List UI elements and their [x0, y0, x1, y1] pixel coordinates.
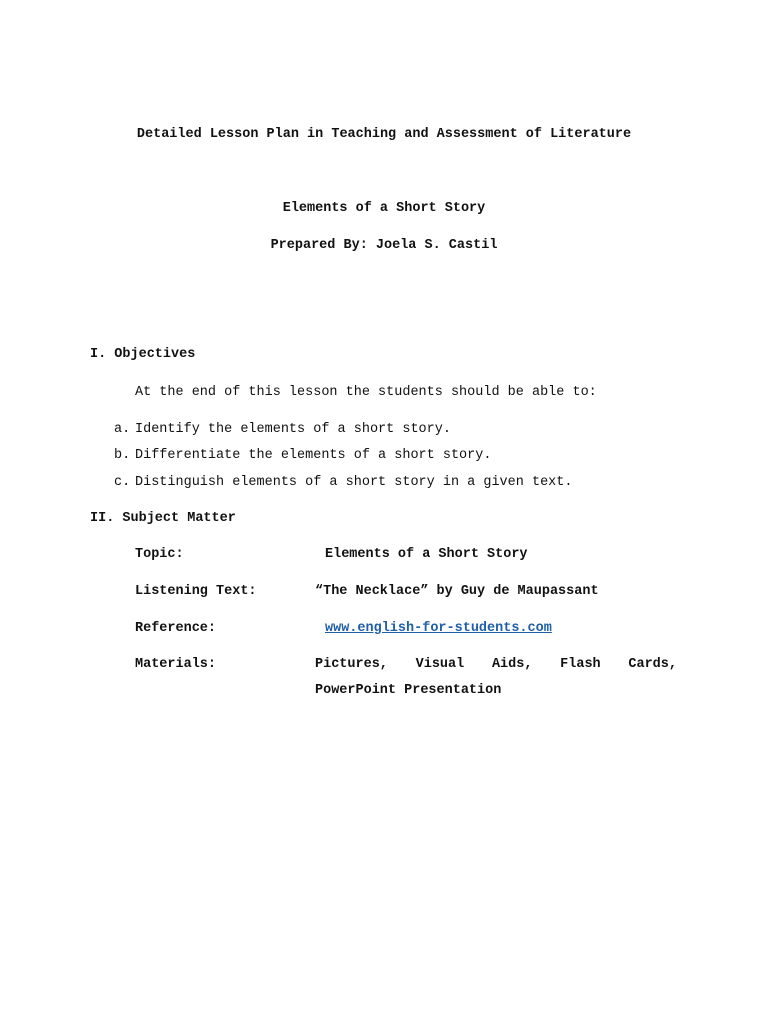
topic-label: Topic: [135, 547, 184, 562]
objective-item: Differentiate the elements of a short story. [135, 448, 492, 463]
materials-word: Cards, [628, 657, 677, 672]
objective-marker: a. [114, 422, 131, 437]
materials-word: Flash [560, 657, 601, 672]
objective-item: Distinguish elements of a short story in a given text. [135, 475, 573, 490]
listening-text-label: Listening Text: [135, 584, 257, 599]
materials-word: Pictures, [315, 657, 388, 672]
lesson-subtitle: Elements of a Short Story [282, 201, 486, 216]
reference-link[interactable]: www.english-for-students.com [325, 621, 552, 636]
materials-word: Visual [415, 657, 465, 672]
listening-text-value: “The Necklace” by Guy de Maupassant [315, 584, 599, 599]
objective-item: Identify the elements of a short story. [135, 422, 451, 437]
materials-label: Materials: [135, 657, 217, 672]
materials-continued: PowerPoint Presentation [315, 683, 502, 698]
subject-matter-heading: II. Subject Matter [90, 511, 236, 526]
objective-marker: c. [114, 475, 131, 490]
objectives-heading: I. Objectives [90, 347, 196, 362]
materials-word: Aids, [491, 657, 533, 672]
reference-label: Reference: [135, 621, 217, 636]
topic-value: Elements of a Short Story [325, 547, 528, 562]
document-title: Detailed Lesson Plan in Teaching and Assessment of Literature [136, 127, 632, 142]
objective-marker: b. [114, 448, 131, 463]
objectives-intro: At the end of this lesson the students should be able to: [135, 385, 597, 400]
materials-list [315, 656, 677, 674]
prepared-by: Prepared By: Joela S. Castil [270, 238, 498, 253]
